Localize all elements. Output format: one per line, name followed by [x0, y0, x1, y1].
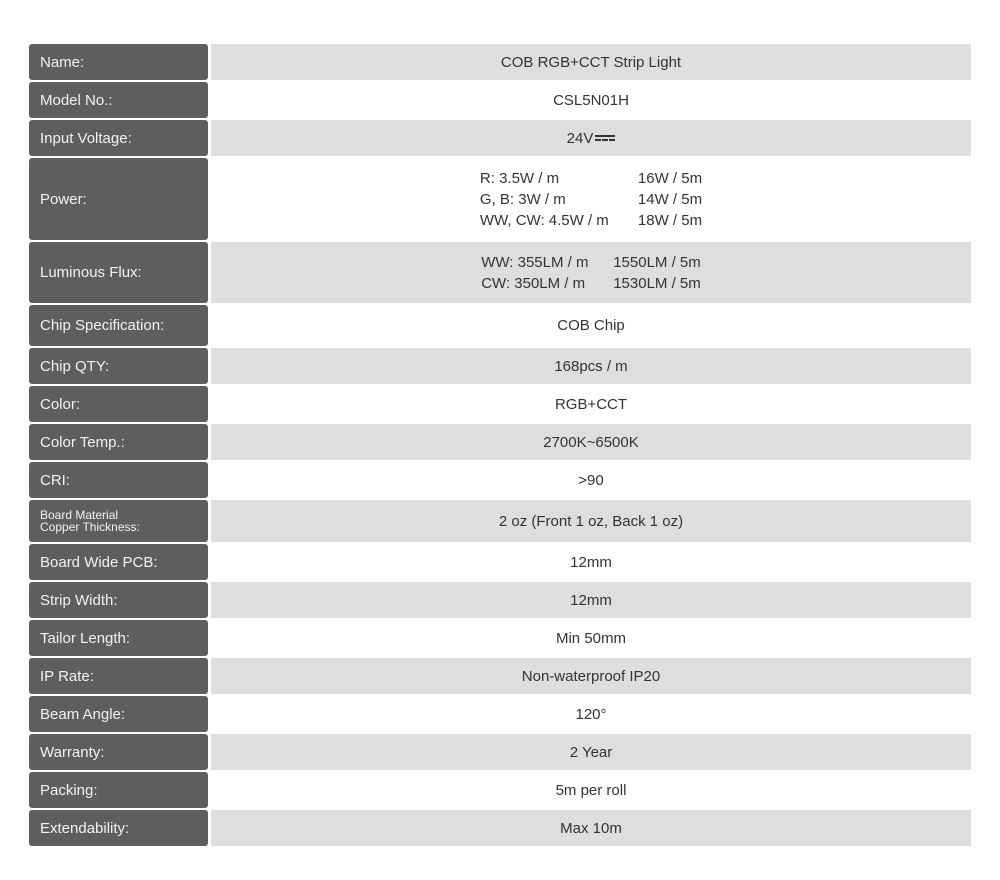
- label-warranty: Warranty:: [29, 734, 208, 770]
- label-color-temp: Color Temp.:: [29, 424, 208, 460]
- value-strip-width: 12mm: [211, 582, 971, 618]
- table-row-extendability: [29, 810, 971, 846]
- table-row-board-wide: [29, 544, 971, 580]
- value-color: RGB+CCT: [211, 386, 971, 422]
- table-row-input-voltage: [29, 120, 971, 156]
- label-luminous-flux: Luminous Flux:: [29, 242, 208, 303]
- table-row-tailor-length: [29, 620, 971, 656]
- power-per-meter: R: 3.5W / m: [479, 169, 560, 187]
- value-color-temp: 2700K~6500K: [211, 424, 971, 460]
- power-per-roll: 18W / 5m: [637, 211, 703, 229]
- power-per-roll: 14W / 5m: [637, 190, 703, 208]
- power-per-meter: WW, CW: 4.5W / m: [479, 211, 609, 229]
- power-per-meter: G, B: 3W / m: [479, 190, 566, 208]
- label-board-material-line1: Board Material: [40, 508, 119, 522]
- flux-per-meter: CW: 350LM / m: [481, 274, 586, 292]
- label-board-material-line2: Copper Thickness:: [40, 520, 140, 534]
- power-lines: [480, 168, 702, 231]
- table-row-ip-rate: [29, 658, 971, 694]
- table-row-color: [29, 386, 971, 422]
- label-input-voltage: Input Voltage:: [29, 120, 208, 156]
- value-chip-spec: COB Chip: [211, 305, 971, 346]
- label-model: Model No.:: [29, 82, 208, 118]
- label-beam-angle: Beam Angle:: [29, 696, 208, 732]
- flux-line: [481, 252, 701, 273]
- value-extendability: Max 10m: [211, 810, 971, 846]
- table-row-luminous-flux: [29, 242, 971, 303]
- value-packing: 5m per roll: [211, 772, 971, 808]
- value-board-material: 2 oz (Front 1 oz, Back 1 oz): [211, 500, 971, 542]
- label-tailor-length: Tailor Length:: [29, 620, 208, 656]
- spec-table: [29, 44, 971, 848]
- flux-per-roll: 1530LM / 5m: [613, 274, 701, 292]
- label-chip-spec: Chip Specification:: [29, 305, 208, 346]
- label-color: Color:: [29, 386, 208, 422]
- label-name: Name:: [29, 44, 208, 80]
- power-line: [480, 189, 702, 210]
- flux-per-meter: WW: 355LM / m: [481, 253, 589, 271]
- table-row-warranty: [29, 734, 971, 770]
- value-input-voltage: [211, 120, 971, 156]
- flux-line: [481, 273, 701, 294]
- label-cri: CRI:: [29, 462, 208, 498]
- table-row-packing: [29, 772, 971, 808]
- power-per-roll: 16W / 5m: [637, 169, 703, 187]
- table-row-beam-angle: [29, 696, 971, 732]
- table-row-chip-spec: [29, 305, 971, 346]
- flux-per-roll: 1550LM / 5m: [613, 253, 701, 271]
- table-row-board-material: [29, 500, 971, 542]
- dc-symbol-icon: [595, 134, 615, 142]
- table-row-model: [29, 82, 971, 118]
- table-row-name: [29, 44, 971, 80]
- value-cri: >90: [211, 462, 971, 498]
- label-chip-qty: Chip QTY:: [29, 348, 208, 384]
- label-ip-rate: IP Rate:: [29, 658, 208, 694]
- value-chip-qty: 168pcs / m: [211, 348, 971, 384]
- value-power: [211, 158, 971, 240]
- label-strip-width: Strip Width:: [29, 582, 208, 618]
- value-ip-rate: Non-waterproof IP20: [211, 658, 971, 694]
- label-board-material: [29, 500, 208, 542]
- power-line: [480, 168, 702, 189]
- table-row-color-temp: [29, 424, 971, 460]
- table-row-power: [29, 158, 971, 240]
- value-beam-angle: 120°: [211, 696, 971, 732]
- value-model: CSL5N01H: [211, 82, 971, 118]
- table-row-cri: [29, 462, 971, 498]
- value-warranty: 2 Year: [211, 734, 971, 770]
- label-packing: Packing:: [29, 772, 208, 808]
- value-name: COB RGB+CCT Strip Light: [211, 44, 971, 80]
- label-power: Power:: [29, 158, 208, 240]
- flux-lines: [481, 252, 701, 294]
- value-board-wide: 12mm: [211, 544, 971, 580]
- label-extendability: Extendability:: [29, 810, 208, 846]
- input-voltage-text: 24V: [566, 129, 594, 147]
- value-tailor-length: Min 50mm: [211, 620, 971, 656]
- power-line: [480, 210, 702, 231]
- value-luminous-flux: [211, 242, 971, 303]
- label-board-wide: Board Wide PCB:: [29, 544, 208, 580]
- table-row-chip-qty: [29, 348, 971, 384]
- table-row-strip-width: [29, 582, 971, 618]
